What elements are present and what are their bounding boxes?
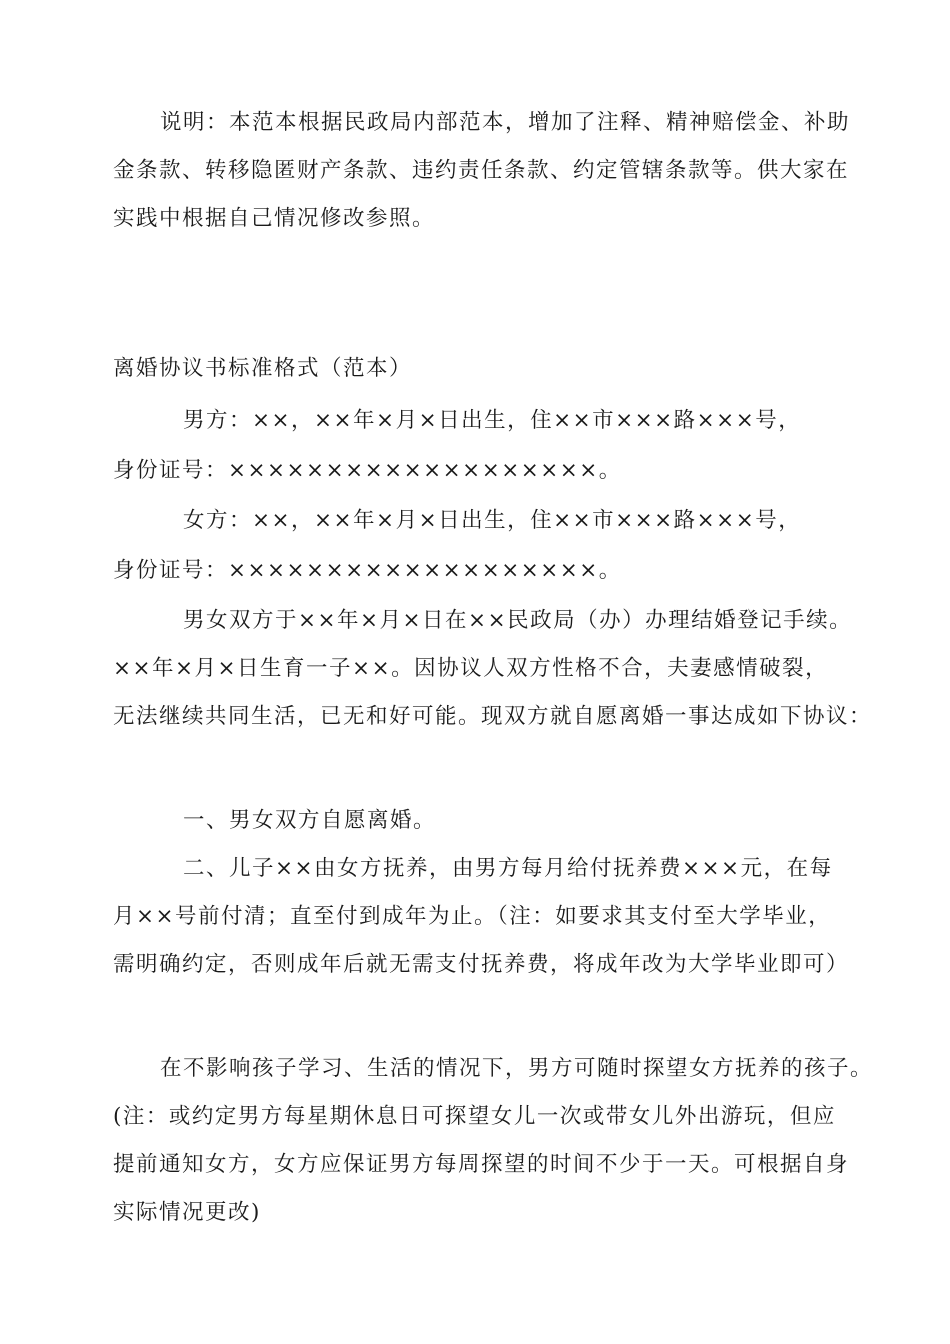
note-line-2: 金条款、转移隐匿财产条款、违约责任条款、约定管辖条款等。供大家在 — [113, 158, 850, 183]
visitation-line-4: 实际情况更改) — [113, 1200, 261, 1225]
visitation-line-3: 提前通知女方，女方应保证男方每周探望的时间不少于一天。可根据自身 — [113, 1152, 850, 1177]
clause-1: 一、男女双方自愿离婚。 — [183, 808, 437, 833]
visitation-line-1: 在不影响孩子学习、生活的情况下，男方可随时探望女方抚养的孩子。 — [160, 1056, 874, 1081]
intro-line-2: ××年×月×日生育一子××。因协议人双方性格不合，夫妻感情破裂， — [113, 656, 829, 681]
intro-line-1: 男女双方于××年×月×日在××民政局（办）办理结婚登记手续。 — [183, 608, 853, 633]
intro-line-3: 无法继续共同生活，已无和好可能。现双方就自愿离婚一事达成如下协议： — [113, 704, 873, 729]
clause-2-line-1: 二、儿子××由女方抚养，由男方每月给付抚养费×××元，在每 — [183, 856, 833, 881]
female-party-line-1: 女方：××，××年×月×日出生，住××市×××路×××号， — [183, 508, 802, 533]
female-party-line-2: 身份证号：×××××××××××××××××××。 — [113, 558, 622, 583]
document-title: 离婚协议书标准格式（范本） — [113, 356, 413, 381]
clause-2-line-3: 需明确约定，否则成年后就无需支付抚养费，将成年改为大学毕业即可） — [113, 952, 850, 977]
note-line-1: 说明：本范本根据民政局内部范本，增加了注释、精神赔偿金、补助 — [160, 110, 851, 135]
clause-2-line-2: 月××号前付清；直至付到成年为止。（注：如要求其支付至大学毕业， — [113, 904, 832, 929]
male-party-line-2: 身份证号：×××××××××××××××××××。 — [113, 458, 622, 483]
male-party-line-1: 男方：××，××年×月×日出生，住××市×××路×××号， — [183, 408, 802, 433]
note-line-3: 实践中根据自己情况修改参照。 — [113, 206, 436, 231]
visitation-line-2: (注：或约定男方每星期休息日可探望女儿一次或带女儿外出游玩，但应 — [113, 1104, 836, 1129]
